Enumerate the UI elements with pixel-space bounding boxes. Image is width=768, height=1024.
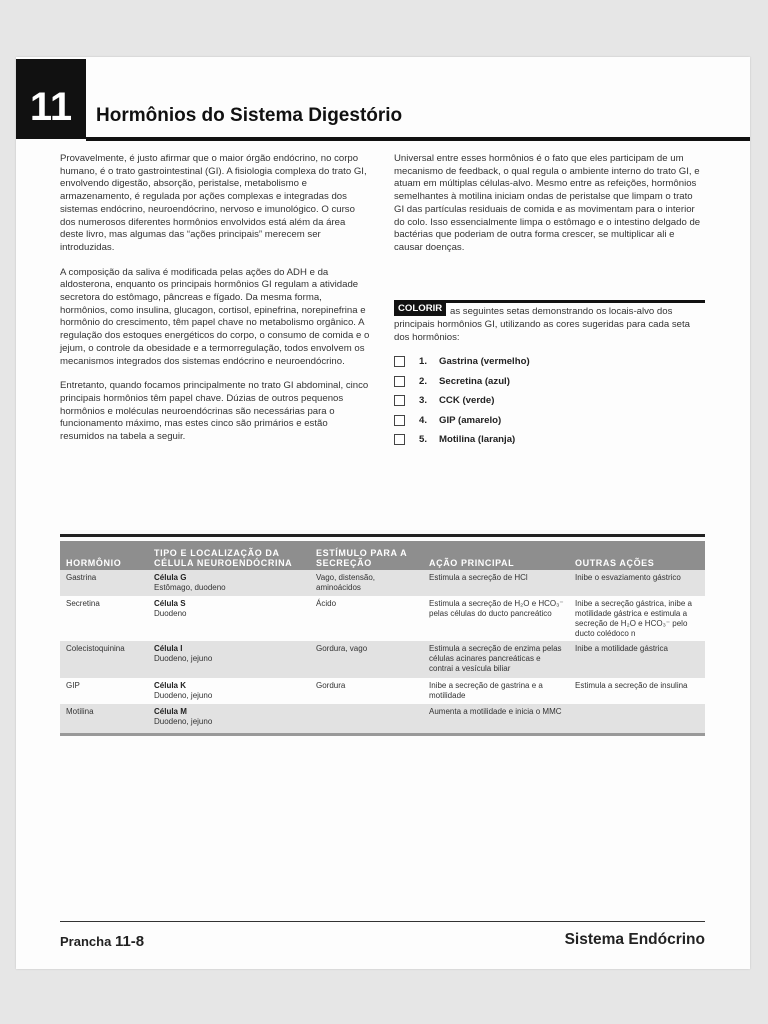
checklist-item: [394, 372, 704, 392]
stimulus-cell: Vago, distensão, aminoácidos: [316, 573, 376, 592]
checkbox[interactable]: [394, 415, 405, 426]
paragraph: Entretanto, quando focamos principalmente no trato GI abdominal, cinco principais hormônios têm papel chave. Dúzias de outros pequenos hormônios e moléculas neuroendócrinas são necessárias para o funcionamento máximo, mas estes cinco são primários e estão resumidos na tabela a seguir.: [60, 380, 369, 443]
cell-location: Duodeno: [154, 609, 187, 618]
section-title: Sistema Endócrino: [564, 931, 705, 948]
table-header: [60, 541, 705, 570]
other-actions-cell: Inibe a secreção gástrica, inibe a motilidade gástrica e estimula a secreção de H₂O e HCO₃⁻ pelo ducto colédoco n: [575, 599, 692, 638]
cell-type-cell: [148, 596, 310, 641]
cell-location: Duodeno, jejuno: [154, 717, 213, 726]
colorir-label: COLORIR: [394, 302, 446, 316]
column-header: OUTRAS AÇÕES: [575, 558, 655, 568]
cell-type-cell: [148, 570, 310, 596]
stimulus-cell: Gordura: [316, 681, 346, 690]
checkbox[interactable]: [394, 376, 405, 387]
hormone-cell: Secretina: [66, 599, 100, 608]
item-label: CCK (verde): [439, 395, 495, 407]
other-actions-cell: Estimula a secreção de insulina: [575, 681, 688, 690]
page-title: Hormônios do Sistema Digestório: [96, 105, 403, 126]
paragraph: Universal entre esses hormônios é o fato que eles participam de um mecanismo de feedback, o qual regula o ambiente interno do trato GI, e atuam em múltiplas células-alvo. Mesmo entre as refeições, hormônios semelhantes à motilina iniciam ondas de peristalse que limpam o trato GI das partículas residuais de comida e as movimentam para o interior do colo. Isso essencialmente limpa o estômago e o intestino delgado de bactérias que poderiam de outra forma crescer, se multiplicar ali e causar doenças.: [394, 153, 701, 253]
right-column: [394, 153, 704, 267]
plate-label: [60, 933, 144, 950]
hormone-table: [60, 541, 705, 733]
left-column: [60, 153, 370, 456]
cell-type-cell: [148, 704, 310, 733]
column-header: TIPO E LOCALIZAÇÃO DA CÉLULA NEUROENDÓCRINA: [154, 548, 293, 568]
checklist-item: [394, 352, 704, 372]
main-action-cell: Estimula a secreção de enzima pelas células acinares pancreáticas e contrai a vesícula biliar: [429, 644, 562, 673]
hormone-cell: Colecistoquinina: [66, 644, 125, 653]
checklist-item: [394, 411, 704, 431]
checkbox[interactable]: [394, 356, 405, 367]
chapter-number: 11: [29, 85, 73, 129]
cell-name: Célula S: [154, 599, 186, 608]
footer-rule: [60, 921, 705, 922]
paragraph: A composição da saliva é modificada pelas ações do ADH e da aldosterona, enquanto os principais hormônios GI regulam a atividade secretora do estômago, pâncreas e fígado. Da mesma forma, hormônios, como insulina, glucagon, cortisol, epinefrina, norepinefrina e hormônio do crescimento, têm papel chave no metabolismo orgânico. A regulação dos estoques energéticos do corpo, o consumo de comida e o jejum, o controle da obesidade e a termorregulação, todos envolvem os mecanismos integrados dos sistemas endócrino e neuroendócrino.: [60, 266, 370, 367]
item-label: Secretina (azul): [439, 375, 510, 387]
cell-name: Célula G: [154, 573, 187, 582]
item-number: 4.: [419, 414, 428, 426]
hormone-cell: Motilina: [66, 707, 94, 716]
chapter-number-box: [16, 59, 86, 139]
item-number: 5.: [419, 434, 428, 446]
stimulus-cell: Ácido: [316, 599, 337, 608]
table-row: [60, 570, 705, 596]
page: [16, 57, 750, 969]
column-header: AÇÃO PRINCIPAL: [429, 558, 515, 568]
cell-name: Célula I: [154, 644, 183, 653]
cell-location: Duodeno, jejuno: [154, 691, 213, 700]
plate-number: 11-8: [114, 933, 145, 950]
checklist-item: [394, 430, 704, 450]
table-row: [60, 596, 705, 641]
cell-location: Duodeno, jejuno: [154, 654, 213, 663]
checklist-item: [394, 391, 704, 411]
column-header: HORMÔNIO: [66, 558, 122, 568]
coloring-instruction: as seguintes setas demonstrando os locais-alvo dos principais hormônios GI, utilizando as cores sugeridas para cada seta dos hormônios:: [394, 306, 690, 344]
hormone-cell: GIP: [66, 681, 80, 690]
item-number: 3.: [419, 395, 428, 407]
item-number: 2.: [419, 375, 428, 387]
checkbox[interactable]: [394, 434, 405, 445]
cell-type-cell: [148, 678, 310, 704]
checkbox[interactable]: [394, 395, 405, 406]
item-number: 1.: [419, 356, 428, 368]
plate-word: Prancha: [60, 934, 112, 949]
stimulus-cell: [310, 704, 423, 733]
table-row: [60, 678, 705, 704]
item-label: Motilina (laranja): [439, 434, 516, 446]
cell-name: Célula M: [154, 707, 187, 716]
table-top-rule: [60, 534, 705, 537]
main-action-cell: Estimula a secreção de H₂O e HCO₃⁻ pelas células do ducto pancreático: [429, 599, 564, 618]
table-row: [60, 641, 705, 678]
stimulus-cell: Gordura, vago: [316, 644, 368, 653]
main-action-cell: Estimula a secreção de HCl: [429, 573, 528, 582]
column-header: ESTÍMULO PARA A SECREÇÃO: [316, 548, 407, 568]
coloring-checklist: [394, 352, 704, 450]
cell-type-cell: [148, 641, 310, 678]
item-label: GIP (amarelo): [439, 414, 502, 426]
hormone-cell: Gastrina: [66, 573, 97, 582]
item-label: Gastrina (vermelho): [439, 356, 530, 368]
other-actions-cell: Inibe o esvaziamento gástrico: [575, 573, 681, 582]
other-actions-cell: [569, 704, 705, 733]
title-rule: [86, 137, 750, 141]
table-bottom-rule: [60, 733, 705, 736]
cell-name: Célula K: [154, 681, 187, 690]
main-action-cell: Aumenta a motilidade e inicia o MMC: [429, 707, 562, 716]
cell-location: Estômago, duodeno: [154, 583, 226, 592]
paragraph: Provavelmente, é justo afirmar que o maior órgão endócrino, no corpo humano, é o trato gastrointestinal (GI). A fisiologia complexa do trato GI, envolvendo digestão, absorção, peristalse, metabolismo e armazenamento, é regulada por ações complexas e integradas dos sistemas endócrino, neuroendócrino, nervoso e imunológico. O curso dos numerosos diferentes hormônios envolvidos está além da área deste livro, mas algumas das “ações principais” merecem ser introduzidas.: [60, 153, 367, 253]
table-row: [60, 704, 705, 733]
other-actions-cell: Inibe a motilidade gástrica: [575, 644, 668, 653]
main-action-cell: Inibe a secreção de gastrina e a motilidade: [429, 681, 543, 700]
